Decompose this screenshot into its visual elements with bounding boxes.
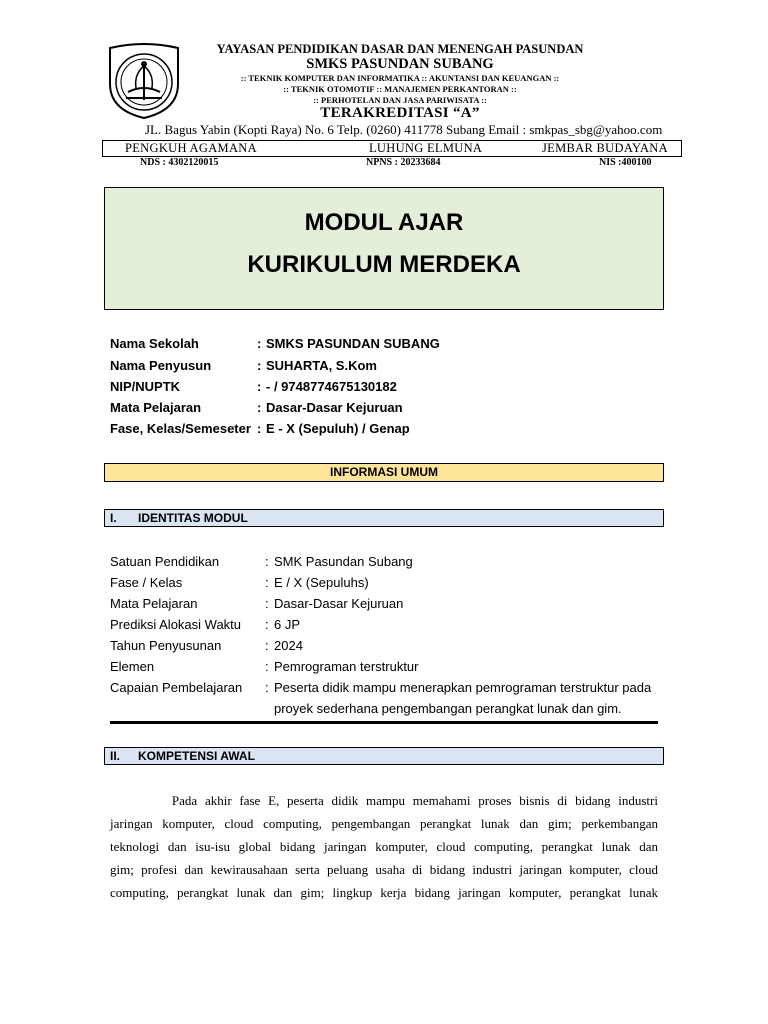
identity-colon: : [265, 638, 269, 653]
paragraph-line: jaringan komputer, cloud computing, pengembangan perangkat lunak dan gim; perkembangan [110, 816, 658, 831]
section-identity-header [104, 509, 664, 527]
identity-colon: : [265, 680, 269, 695]
school-logo-icon [106, 40, 182, 120]
identity-label: Prediksi Alokasi Waktu [110, 617, 242, 632]
section-number: II. [110, 749, 121, 763]
info-row [110, 400, 670, 421]
general-info-header: INFORMASI UMUM [104, 463, 664, 482]
info-label: Fase, Kelas/Semeseter [110, 421, 251, 436]
competence-paragraph [110, 789, 658, 904]
paragraph-line: Pada akhir fase E, peserta didik mampu memahami proses bisnis di bidang industri [110, 793, 658, 808]
identity-value: Dasar-Dasar Kejuruan [274, 596, 404, 611]
school-name: SMKS PASUNDAN SUBANG [306, 56, 494, 72]
section-competence-header [104, 747, 664, 765]
motto-1: PENGKUH AGAMANA [125, 141, 257, 155]
identity-label: Capaian Pembelajaran [110, 680, 243, 695]
section-divider [110, 721, 658, 724]
motto-bar [102, 140, 682, 157]
info-value: Dasar-Dasar Kejuruan [266, 400, 403, 415]
module-title-box [104, 187, 664, 310]
programs-line-1: :: TEKNIK KOMPUTER DAN INFORMATIKA :: AKUNTANSI DAN KEUANGAN :: [240, 73, 560, 83]
info-value: SUHARTA, S.Kom [266, 358, 377, 373]
section-title: IDENTITAS MODUL [138, 511, 248, 525]
info-value: E - X (Sepuluh) / Genap [266, 421, 410, 436]
identity-colon: : [265, 617, 269, 632]
identity-value: 6 JP [274, 617, 301, 632]
nds-number: NDS : 4302120015 [140, 157, 219, 168]
curriculum-title: KURIKULUM MERDEKA [247, 251, 521, 278]
paragraph-line: computing, perangkat lunak dan gim; lingkup kerja bidang jaringan komputer, perangkat lunak [110, 885, 658, 900]
identity-colon: : [265, 596, 269, 611]
identity-label: Mata Pelajaran [110, 596, 198, 611]
info-colon: : [257, 358, 262, 373]
info-label: Nama Penyusun [110, 358, 212, 373]
identity-value: E / X (Sepuluhs) [274, 575, 369, 590]
identity-label: Elemen [110, 659, 155, 674]
identity-colon: : [265, 659, 269, 674]
motto-2: LUHUNG ELMUNA [369, 141, 483, 155]
school-address: JL. Bagus Yabin (Kopti Raya) No. 6 Telp. (0260) 411778 Subang Email : smkpas_sbg@yahoo.com [145, 122, 663, 137]
info-label: NIP/NUPTK [110, 379, 181, 394]
foundation-name: YAYASAN PENDIDIKAN DASAR DAN MENENGAH PASUNDAN [216, 42, 584, 56]
section-title: KOMPETENSI AWAL [138, 749, 255, 763]
programs-line-3: :: PERHOTELAN DAN JASA PARIWISATA :: [313, 95, 487, 105]
identity-value: Peserta didik mampu menerapkan pemrograman terstruktur pada proyek sederhana pengembangan perangkat lunak dan gim. [274, 680, 652, 716]
info-value: SMKS PASUNDAN SUBANG [266, 336, 440, 351]
info-row [110, 379, 670, 400]
accreditation: TERAKREDITASI “A” [320, 105, 480, 121]
identity-label: Fase / Kelas [110, 575, 183, 590]
paragraph-line: teknologi dan isu-isu global bidang jaringan komputer, cloud computing, perangkat lunak dan [110, 839, 658, 854]
info-colon: : [257, 421, 262, 436]
info-colon: : [257, 379, 262, 394]
programs-line-2: :: TEKNIK OTOMOTIF :: MANAJEMEN PERKANTORAN :: [283, 84, 517, 94]
info-label: Nama Sekolah [110, 336, 199, 351]
info-value: - / 9748774675130182 [266, 379, 397, 394]
identity-label: Satuan Pendidikan [110, 554, 220, 569]
info-row [110, 358, 670, 379]
info-colon: : [257, 400, 262, 415]
paragraph-line: gim; profesi dan kewirausahaan serta peluang usaha di bidang industri jaringan komputer, cloud [110, 862, 658, 877]
motto-3: JEMBAR BUDAYANA [542, 141, 668, 155]
info-row [110, 421, 670, 442]
section-number: I. [110, 511, 117, 525]
info-label: Mata Pelajaran [110, 400, 202, 415]
identity-value: Pemrograman terstruktur [274, 659, 419, 674]
info-row [110, 336, 670, 357]
identity-value: SMK Pasundan Subang [274, 554, 413, 569]
identity-colon: : [265, 554, 269, 569]
npns-number: NPNS : 20233684 [366, 157, 441, 168]
identity-value: 2024 [274, 638, 303, 653]
identity-label: Tahun Penyusunan [110, 638, 222, 653]
nis-number: NIS :400100 [599, 157, 652, 168]
identity-colon: : [265, 575, 269, 590]
module-title: MODUL AJAR [304, 209, 464, 236]
info-colon: : [257, 336, 262, 351]
